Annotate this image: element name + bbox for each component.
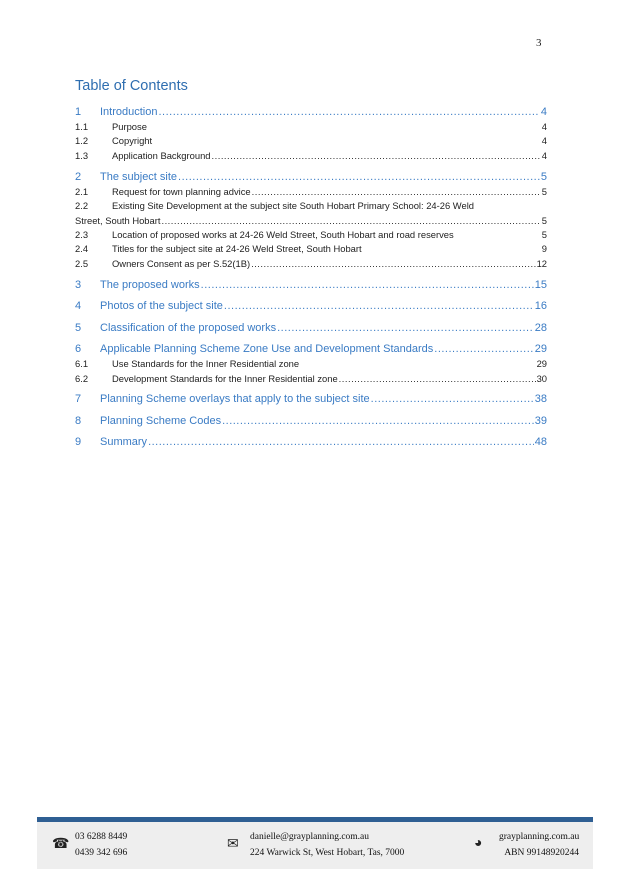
toc-entry-2-3[interactable]: [75, 228, 547, 242]
toc-page: 38: [534, 393, 547, 406]
toc-title: The subject site: [100, 170, 178, 183]
toc-title: Applicable Planning Scheme Zone Use and Development Standards: [100, 343, 434, 356]
toc-page: 4: [540, 106, 547, 118]
toc-page: 39: [534, 414, 547, 427]
toc-title-line1: Existing Site Development at the subject site South Hobart Primary School: 24-26 Weld: [112, 200, 474, 212]
toc-number: 1.3: [75, 149, 89, 161]
toc-heading: Table of Contents: [75, 78, 188, 94]
toc-page: 29: [536, 358, 547, 370]
toc-title: Request for town planning advice: [112, 185, 251, 197]
toc-number: 2.1: [75, 185, 89, 197]
toc-title: Photos of the subject site: [100, 300, 223, 313]
toc-title: Summary: [100, 436, 148, 449]
toc-number: 9: [75, 436, 82, 449]
footer-phone1: 03 6288 8449: [75, 832, 128, 842]
footer: [37, 822, 593, 869]
table-of-contents: [75, 104, 547, 450]
toc-number: 2.3: [75, 228, 89, 240]
toc-entry-6[interactable]: [75, 341, 547, 357]
toc-number: 7: [75, 393, 82, 406]
toc-page: 16: [534, 300, 547, 313]
toc-title: Application Background: [112, 149, 211, 161]
toc-page: 5: [540, 170, 547, 183]
globe-icon: ◕: [474, 836, 483, 851]
toc-number: 1.1: [75, 121, 89, 132]
envelope-icon: ✉: [227, 837, 239, 852]
telephone-icon: ☎: [52, 837, 70, 852]
toc-number: 6: [75, 343, 82, 356]
toc-entry-9[interactable]: [75, 434, 547, 450]
toc-title: Introduction: [100, 106, 158, 118]
page-number: 3: [536, 37, 542, 49]
toc-page: 12: [536, 257, 547, 269]
toc-title: Purpose: [112, 121, 147, 132]
toc-title: The proposed works: [100, 278, 200, 291]
toc-title: Development Standards for the Inner Residential zone: [112, 372, 338, 384]
toc-page: 5: [541, 185, 547, 197]
toc-entry-1-1[interactable]: [75, 120, 547, 134]
toc-entry-7[interactable]: [75, 391, 547, 407]
toc-entry-6-1[interactable]: [75, 357, 547, 371]
footer-address: 224 Warwick St, West Hobart, Tas, 7000: [250, 848, 405, 858]
toc-title: Use Standards for the Inner Residential zone: [112, 358, 300, 370]
footer-email[interactable]: danielle@grayplanning.com.au: [250, 832, 370, 842]
toc-page: 5: [541, 228, 547, 240]
toc-entry-1[interactable]: [75, 104, 547, 120]
toc-title: Planning Scheme Codes: [100, 414, 222, 427]
toc-entry-8[interactable]: [75, 413, 547, 429]
toc-number: 2.5: [75, 257, 89, 269]
toc-title: Titles for the subject site at 24-26 Weld Street, South Hobart: [112, 243, 362, 255]
toc-page: 9: [541, 243, 547, 255]
toc-entry-3[interactable]: [75, 277, 547, 293]
toc-entry-5[interactable]: [75, 320, 547, 336]
toc-page: 28: [534, 321, 547, 334]
toc-entry-2-1[interactable]: [75, 185, 547, 199]
toc-title: Owners Consent as per S.52(1B): [112, 257, 251, 269]
toc-entry-4[interactable]: [75, 298, 547, 314]
toc-title: Classification of the proposed works: [100, 321, 277, 334]
toc-page: 15: [534, 278, 547, 291]
footer-abn: ABN 9914892024​4: [504, 848, 579, 858]
toc-number: 2.2: [75, 200, 89, 212]
toc-entry-1-2[interactable]: [75, 134, 547, 148]
toc-page: 48: [534, 436, 547, 449]
toc-title: Copyright: [112, 135, 153, 147]
toc-number: 6.1: [75, 358, 89, 370]
footer-website[interactable]: grayplanning.com.au: [499, 832, 580, 842]
footer-phone2: 0439 342 696: [75, 848, 128, 858]
toc-entry-2-5[interactable]: [75, 257, 547, 271]
toc-title-line2: Street, South Hobart: [75, 214, 161, 226]
toc-entry-2-4[interactable]: [75, 242, 547, 256]
toc-page: 4: [541, 149, 547, 161]
toc-number: 1.2: [75, 135, 89, 147]
toc-title: Planning Scheme overlays that apply to the subject site: [100, 393, 370, 406]
toc-title: Location of proposed works at 24-26 Weld Street, South Hobart and road reserves: [112, 228, 454, 240]
toc-page: 30: [536, 372, 547, 384]
toc-number: 8: [75, 414, 82, 427]
toc-number: 2: [75, 170, 82, 183]
toc-page: 4: [541, 121, 547, 132]
toc-number: 2.4: [75, 243, 89, 255]
toc-page: 5: [541, 214, 547, 226]
footer-contact: [250, 829, 404, 861]
toc-number: 4: [75, 300, 82, 313]
toc-entry-2-2[interactable]: [75, 199, 547, 228]
toc-page: 4: [541, 135, 547, 147]
toc-number: 6.2: [75, 372, 89, 384]
toc-page: 29: [534, 343, 547, 356]
toc-entry-2[interactable]: [75, 169, 547, 185]
toc-number: 3: [75, 278, 82, 291]
toc-number: 1: [75, 106, 82, 118]
toc-entry-1-3[interactable]: [75, 149, 547, 163]
toc-entry-6-2[interactable]: [75, 372, 547, 386]
toc-number: 5: [75, 321, 82, 334]
footer-web: [499, 829, 579, 861]
footer-phones: [75, 829, 127, 861]
